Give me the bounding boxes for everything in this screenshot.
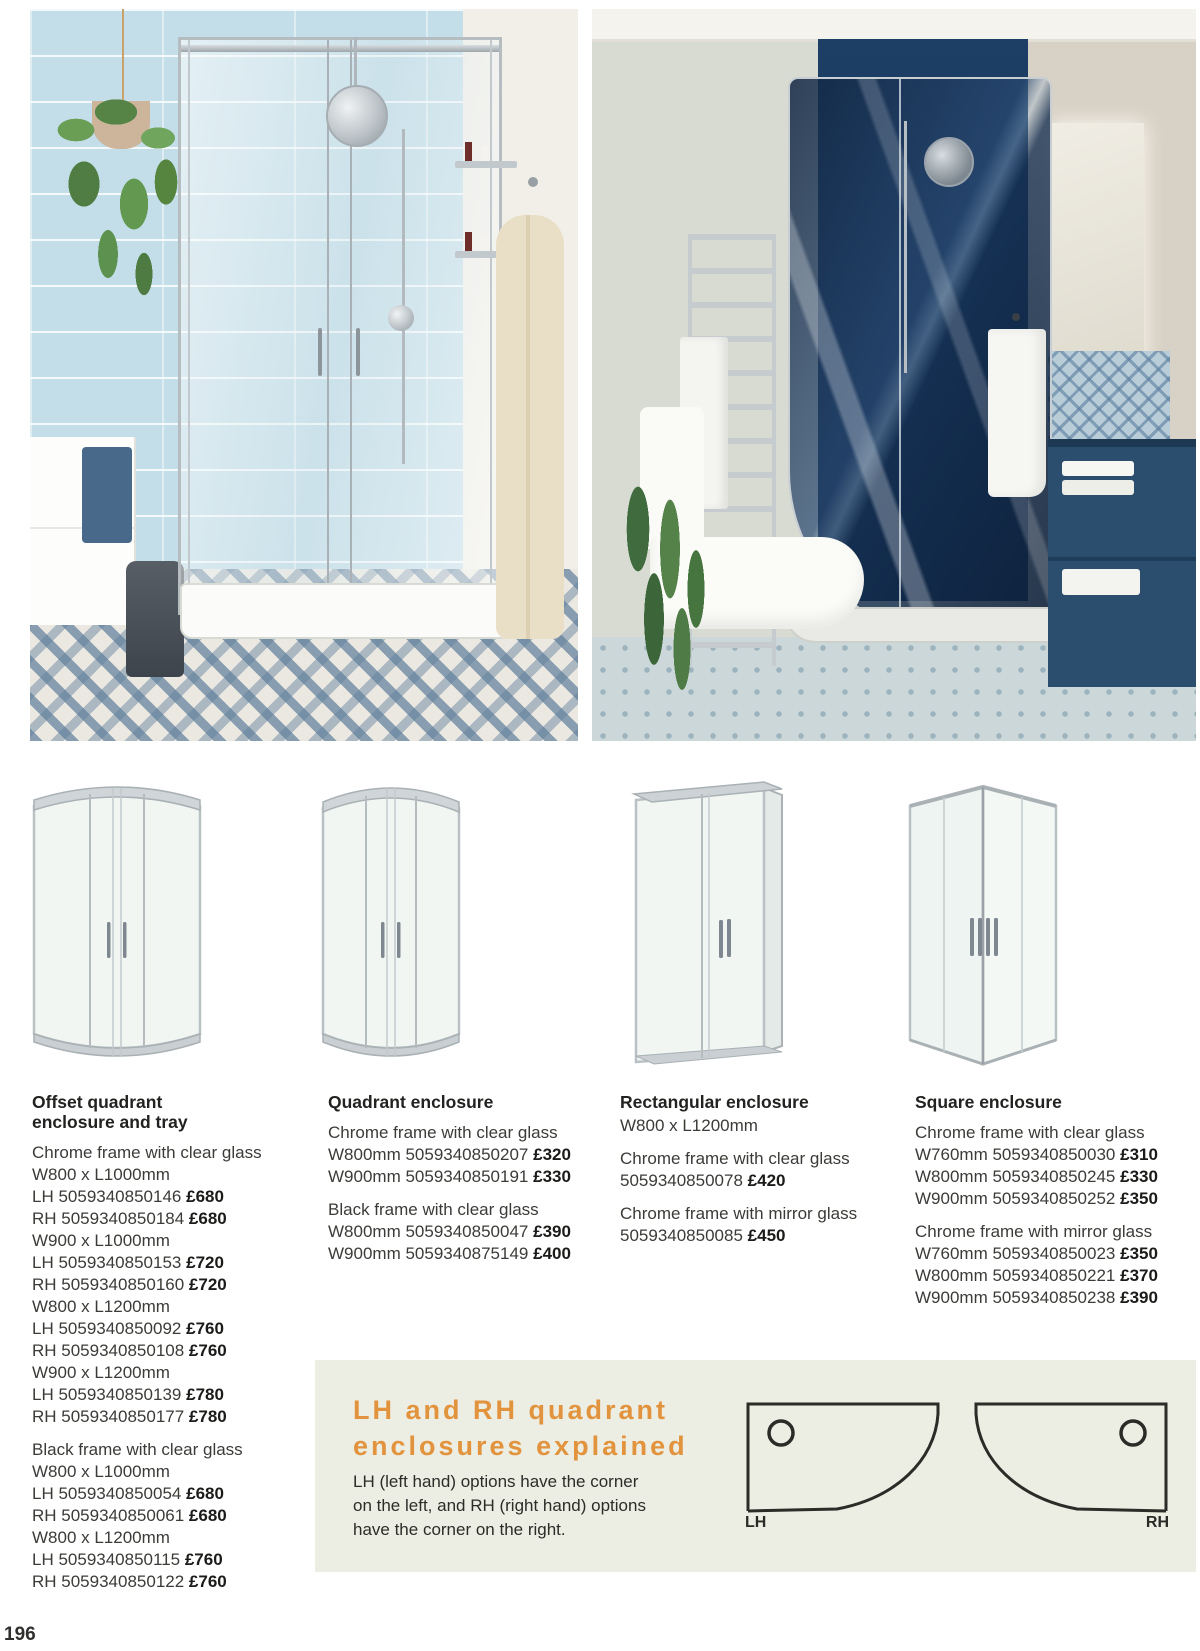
price: £760 <box>188 1341 227 1360</box>
rh-label: RH <box>1145 1514 1169 1531</box>
product-line: W800 x L1200mm <box>32 1297 170 1316</box>
explainer-body-line: on the left, and RH (right hand) options <box>353 1496 646 1515</box>
product-line: RH 5059340850108 £760 <box>32 1341 227 1360</box>
wall-hook <box>528 177 538 187</box>
product-line: W800 x L1200mm <box>32 1528 170 1547</box>
product-title: Square enclosure <box>915 1092 1062 1112</box>
potted-plant <box>592 439 748 739</box>
price: £720 <box>188 1275 227 1294</box>
product-title: Offset quadrant enclosure and tray <box>32 1092 188 1132</box>
product-line: W800 x L1200mm <box>620 1116 758 1135</box>
product-line: W900 x L1200mm <box>32 1363 170 1382</box>
product-variant-group <box>328 1122 596 1188</box>
tiled-splashback <box>1048 351 1170 439</box>
shower-position-dot <box>769 1421 793 1445</box>
chrome-stile <box>899 79 901 639</box>
photo-quadrant-shower <box>592 9 1196 741</box>
navy-vanity-unit <box>1048 439 1196 687</box>
chrome-stile <box>188 40 190 612</box>
product-variant-group <box>32 1439 300 1593</box>
shower-tray <box>180 583 512 639</box>
chrome-top-bar <box>181 45 499 52</box>
product-line: W900mm 5059340875149 £400 <box>328 1244 571 1263</box>
riser-rail <box>904 121 907 373</box>
product-line: Black frame with clear glass <box>32 1440 243 1459</box>
product-line: RH 5059340850160 £720 <box>32 1275 227 1294</box>
price: £420 <box>747 1171 786 1190</box>
rain-shower-head <box>326 85 388 147</box>
price: £390 <box>1120 1288 1158 1307</box>
product-variant-group <box>620 1203 888 1247</box>
product-line: Chrome frame with clear glass <box>915 1123 1145 1142</box>
product-title: Rectangular enclosure <box>620 1092 809 1112</box>
ceiling <box>592 9 1196 42</box>
product-variant-group <box>915 1221 1183 1309</box>
product-line: W900mm 5059340850191 £330 <box>328 1167 571 1186</box>
shower-position-dot <box>1121 1421 1145 1445</box>
product-line: Black frame with clear glass <box>328 1200 539 1219</box>
price: £390 <box>533 1222 571 1241</box>
price: £330 <box>533 1167 571 1186</box>
product-line: W800 x L1000mm <box>32 1165 170 1184</box>
product-line: 5059340850085 £450 <box>620 1226 786 1245</box>
price: £320 <box>533 1145 571 1164</box>
bathrobe <box>496 215 564 639</box>
price: £780 <box>188 1407 227 1426</box>
price: £760 <box>184 1550 223 1569</box>
chrome-stile <box>490 40 492 612</box>
rh-quadrant-diagram <box>973 1401 1169 1513</box>
door-handle <box>356 328 360 376</box>
product-line: RH 5059340850061 £680 <box>32 1506 227 1525</box>
product-variant-group <box>620 1115 888 1137</box>
product-line: Chrome frame with clear glass <box>620 1149 850 1168</box>
folded-towel <box>1062 480 1134 495</box>
price: £680 <box>186 1484 224 1503</box>
hanging-towel <box>988 329 1046 497</box>
product-line: RH 5059340850177 £780 <box>32 1407 227 1426</box>
product-column-square <box>915 1092 1183 1320</box>
lh-label: LH <box>745 1514 767 1531</box>
product-line: W760mm 5059340850030 £310 <box>915 1145 1158 1164</box>
product-variant-group <box>32 1142 300 1428</box>
product-line: Chrome frame with mirror glass <box>620 1204 858 1223</box>
explainer-body-line: LH (left hand) options have the corner <box>353 1472 639 1491</box>
product-line: W900mm 5059340850238 £390 <box>915 1288 1158 1307</box>
product-line: LH 5059340850153 £720 <box>32 1253 224 1272</box>
product-variant-group <box>328 1199 596 1265</box>
price: £680 <box>188 1209 227 1228</box>
pedal-bin <box>126 561 184 677</box>
explainer-title <box>353 1392 688 1464</box>
thumbnail-quadrant-enclosure <box>318 772 464 1077</box>
price: £780 <box>186 1385 224 1404</box>
folded-towel <box>1062 461 1134 476</box>
price: £680 <box>186 1187 224 1206</box>
price: £310 <box>1120 1145 1158 1164</box>
explainer-body-line: have the corner on the right. <box>353 1520 566 1539</box>
product-line: W900 x L1000mm <box>32 1231 170 1250</box>
product-column-quadrant <box>328 1092 596 1276</box>
riser-rail <box>402 129 405 464</box>
explainer-body <box>353 1470 646 1542</box>
product-variant-group <box>620 1148 888 1192</box>
product-line: W800mm 5059340850207 £320 <box>328 1145 571 1164</box>
product-column-rectangular <box>620 1092 888 1258</box>
product-line: RH 5059340850122 £760 <box>32 1572 227 1591</box>
page-number: 196 <box>4 1624 36 1645</box>
product-line: LH 5059340850115 £760 <box>32 1550 223 1569</box>
product-line: W800 x L1000mm <box>32 1462 170 1481</box>
price: £450 <box>747 1226 786 1245</box>
shower-head <box>924 137 974 187</box>
explainer-title-line: enclosures explained <box>353 1431 688 1461</box>
product-line: W900mm 5059340850252 £350 <box>915 1189 1158 1208</box>
product-line: Chrome frame with clear glass <box>328 1123 558 1142</box>
product-column-offset-quadrant <box>32 1092 300 1604</box>
price: £720 <box>186 1253 224 1272</box>
folded-towel <box>1062 569 1140 595</box>
price: £760 <box>186 1319 224 1338</box>
price: £400 <box>533 1244 571 1263</box>
thumbnail-square-enclosure <box>904 770 1062 1079</box>
product-line: LH 5059340850054 £680 <box>32 1484 224 1503</box>
shower-shelf <box>455 161 517 168</box>
lh-quadrant-diagram <box>745 1401 941 1513</box>
lh-rh-explainer-box <box>315 1360 1196 1572</box>
price: £680 <box>188 1506 227 1525</box>
product-line: RH 5059340850184 £680 <box>32 1209 227 1228</box>
photo-corner-entry-shower <box>30 9 578 741</box>
price: £370 <box>1120 1266 1158 1285</box>
shower-arm <box>354 37 357 89</box>
product-line: LH 5059340850146 £680 <box>32 1187 224 1206</box>
towel-hook <box>1012 313 1020 321</box>
product-line: W800mm 5059340850047 £390 <box>328 1222 571 1241</box>
product-variant-group <box>915 1122 1183 1210</box>
explainer-title-line: LH and RH quadrant <box>353 1395 668 1425</box>
product-title: Quadrant enclosure <box>328 1092 494 1112</box>
thumbnail-offset-quadrant-enclosure <box>28 772 206 1077</box>
product-line: LH 5059340850139 £780 <box>32 1385 224 1404</box>
product-line: W800mm 5059340850245 £330 <box>915 1167 1158 1186</box>
product-line: LH 5059340850092 £760 <box>32 1319 224 1338</box>
product-line: W800mm 5059340850221 £370 <box>915 1266 1158 1285</box>
price: £760 <box>188 1572 227 1591</box>
shower-handset <box>388 305 414 331</box>
product-line: Chrome frame with mirror glass <box>915 1222 1153 1241</box>
price: £350 <box>1120 1189 1158 1208</box>
product-line: 5059340850078 £420 <box>620 1171 786 1190</box>
blue-towel <box>82 447 132 543</box>
product-line: W760mm 5059340850023 £350 <box>915 1244 1158 1263</box>
door-handle <box>318 328 322 376</box>
price: £330 <box>1120 1167 1158 1186</box>
price: £350 <box>1120 1244 1158 1263</box>
thumbnail-rectangular-enclosure <box>616 768 786 1081</box>
product-line: Chrome frame with clear glass <box>32 1143 262 1162</box>
